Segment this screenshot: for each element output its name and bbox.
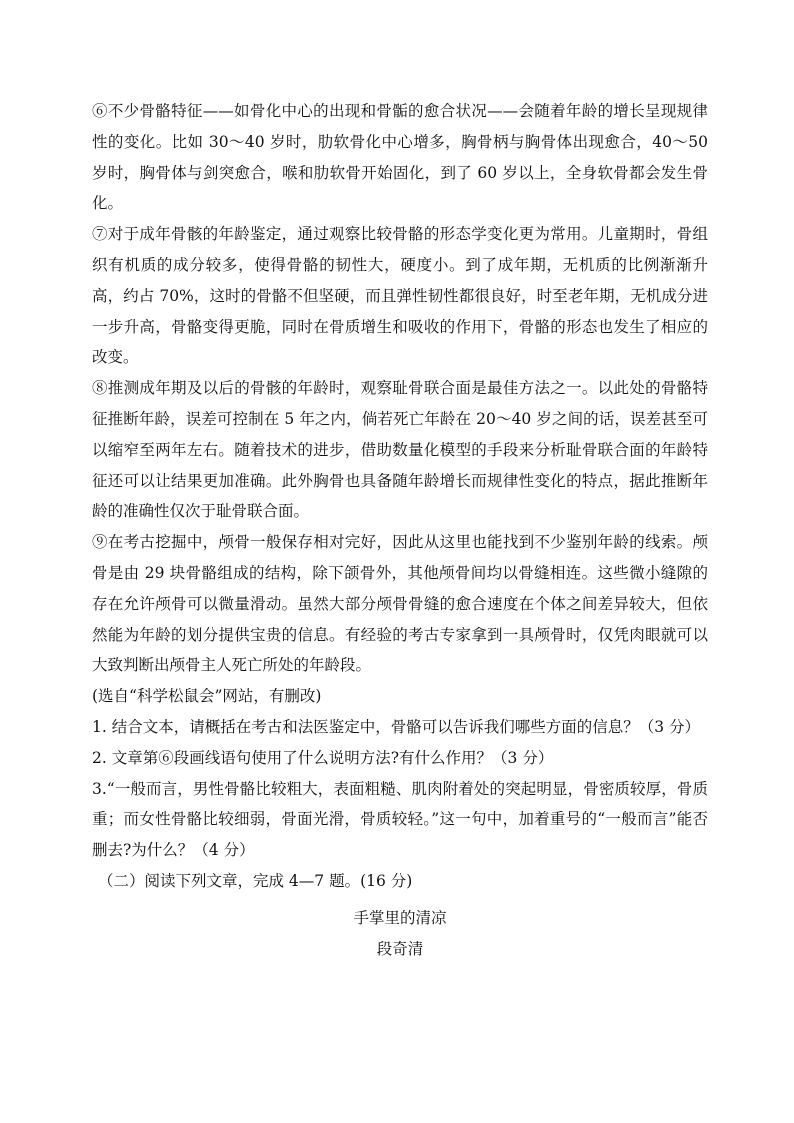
document-page — [92, 96, 708, 964]
paragraph-9: ⑨在考古挖掘中，颅骨一般保存相对完好，因此从这里也能找到不少鉴别年龄的线索。颅骨是由 29 块骨骼组成的结构，除下颌骨外，其他颅骨间均以骨缝相连。这些微小缝隙的存在允许颅骨可以微量滑动。虽然大部分颅骨骨缝的愈合速度在个体之间差异较大，但依然能为年龄的划分提供宝贵的信息。有经验的考古专家拿到一具颅骨时，仅凭肉眼就可以大致判断出颅骨主人死亡所处的年龄段。 — [92, 533, 708, 675]
source-note: (选自“科学松鼠会”网站，有删改) — [92, 687, 322, 706]
question-2: 2. 文章第⑥段画线语句使用了什么说明方法?有什么作用？（3 分） — [92, 748, 554, 767]
paragraph-6: ⑥不少骨骼特征——如骨化中心的出现和骨骺的愈合状况——会随着年龄的增长呈现规律性的变化。比如 30～40 岁时，肋软骨化中心增多，胸骨柄与胸骨体出现愈合，40～50 岁时，胸骨体与剑突愈合，喉和肋软骨开始固化，到了 60 岁以上，全身软骨都会发生骨化。 — [92, 102, 708, 213]
article-title: 手掌里的清凉 — [353, 908, 447, 927]
paragraph-7: ⑦对于成年骨骸的年龄鉴定，通过观察比较骨骼的形态学变化更为常用。儿童期时，骨组织有机质的成分较多，使得骨骼的韧性大，硬度小。到了成年期，无机质的比例渐渐升高，约占 70%，这时的骨骼不但坚硬，而且弹性韧性都很良好，时至老年期，无机成分进一步升高，骨骼变得更脆，同时在骨质增生和吸收的作用下，骨骼的形态也发生了相应的改变。 — [92, 225, 708, 367]
section-heading: （二）阅读下列文章，完成 4—7 题。(16 分) — [98, 871, 413, 890]
question-3: 3.“一般而言，男性骨骼比较粗大，表面粗糙、肌肉附着处的突起明显，骨密质较厚，骨质重；而女性骨骼比较细弱，骨面光滑，骨质较轻。”这一句中，加着重号的“一般而言”能否删去?为什么？（4 分） — [92, 779, 708, 860]
paragraph-8: ⑧推测成年期及以后的骨骸的年龄时，观察耻骨联合面是最佳方法之一。以此处的骨骼特征推断年龄，误差可控制在 5 年之内，倘若死亡年龄在 20～40 岁之间的话，误差甚至可以缩窄至两年左右。随着技术的进步，借助数量化模型的手段来分析耻骨联合面的年龄特征还可以让结果更加准确。此外胸骨也具备随年龄增长而规律性变化的特点，据此推断年龄的准确性仅次于耻骨联合面。 — [92, 379, 708, 521]
question-1: 1. 结合文本，请概括在考古和法医鉴定中，骨骼可以告诉我们哪些方面的信息？（3 分） — [92, 717, 701, 736]
article-author: 段奇清 — [376, 939, 424, 958]
